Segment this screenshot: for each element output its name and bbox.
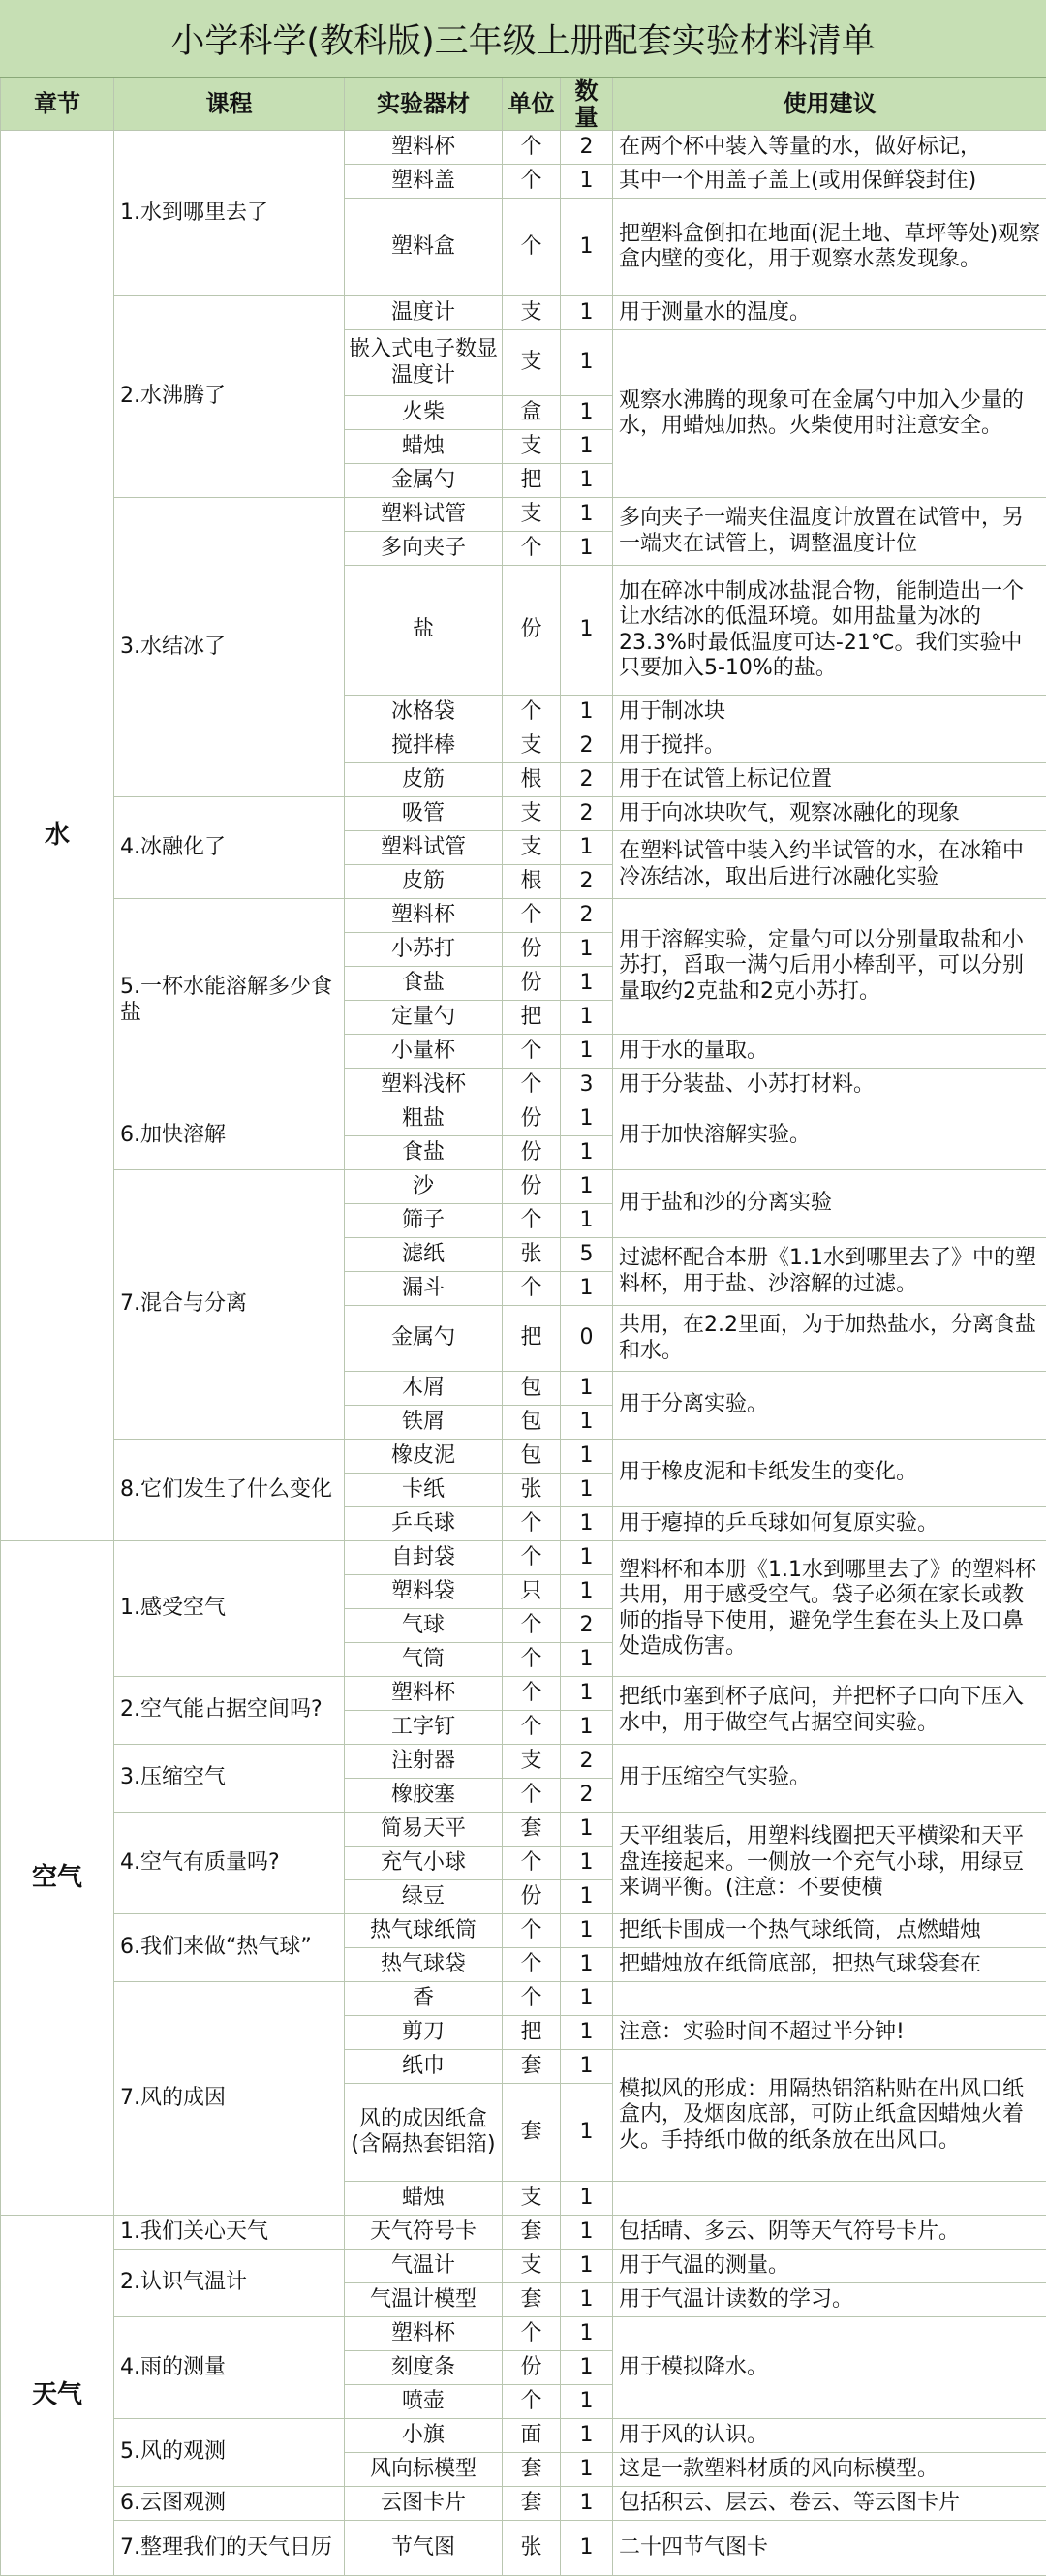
unit-cell: 把: [503, 464, 561, 498]
table-row: [1, 2250, 1046, 2283]
quantity-cell: 1: [561, 2050, 613, 2084]
quantity-cell: 2: [561, 1745, 613, 1779]
unit-cell: 个: [503, 1779, 561, 1813]
suggestion-cell: 天平组装后，用塑料线圈把天平横梁和天平盘连接起来。一侧放一个充气小球，用绿豆来调平衡。(注意：不要使横: [613, 1813, 1046, 1914]
material-cell: 定量勺: [345, 1001, 503, 1035]
header-suggestion: 使用建议: [613, 78, 1046, 131]
material-cell: 橡胶塞: [345, 1779, 503, 1813]
material-cell: 工字钉: [345, 1711, 503, 1745]
table-row: [1, 131, 1046, 165]
unit-cell: 支: [503, 430, 561, 464]
material-cell: 塑料杯: [345, 1677, 503, 1711]
suggestion-cell: 加在碎冰中制成冰盐混合物，能制造出一个让水结冰的低温环境。如用盐量为冰的23.3%时最低温度可达-21℃。我们实验中只要加入5-10%的盐。: [613, 566, 1046, 696]
suggestion-cell: 用于制冰块: [613, 696, 1046, 729]
quantity-cell: 1: [561, 532, 613, 566]
material-cell: 金属勺: [345, 464, 503, 498]
quantity-cell: 1: [561, 396, 613, 430]
unit-cell: 份: [503, 933, 561, 967]
header-course: 课程: [114, 78, 345, 131]
table-row: [1, 1440, 1046, 1474]
material-cell: 热气球袋: [345, 1948, 503, 1982]
material-cell: 粗盐: [345, 1102, 503, 1136]
material-cell: 纸巾: [345, 2050, 503, 2084]
quantity-cell: 1: [561, 464, 613, 498]
unit-cell: 把: [503, 1306, 561, 1372]
suggestion-cell: 把纸巾塞到杯子底问，并把杯子口向下压入水中，用于做空气占据空间实验。: [613, 1677, 1046, 1745]
quantity-cell: 2: [561, 899, 613, 933]
unit-cell: 把: [503, 1001, 561, 1035]
table-body: [1, 131, 1046, 2576]
suggestion-cell: 用于搅拌。: [613, 729, 1046, 763]
quantity-cell: 1: [561, 2419, 613, 2453]
course-cell: 3.压缩空气: [114, 1745, 345, 1813]
material-cell: 气筒: [345, 1643, 503, 1677]
material-cell: 节气图: [345, 2521, 503, 2576]
quantity-cell: 1: [561, 1677, 613, 1711]
course-cell: 6.我们来做“热气球”: [114, 1914, 345, 1982]
material-cell: 绿豆: [345, 1880, 503, 1914]
unit-cell: 个: [503, 1609, 561, 1643]
unit-cell: 个: [503, 2385, 561, 2419]
material-cell: 皮筋: [345, 763, 503, 797]
table-row: [1, 1541, 1046, 1575]
table-row: [1, 1102, 1046, 1136]
table-row: [1, 2419, 1046, 2453]
unit-cell: 套: [503, 2283, 561, 2317]
material-cell: 铁屑: [345, 1406, 503, 1440]
unit-cell: 份: [503, 1170, 561, 1204]
course-cell: 6.云图观测: [114, 2487, 345, 2521]
quantity-cell: 5: [561, 1238, 613, 1272]
material-cell: 乒乓球: [345, 1507, 503, 1541]
table-row: [1, 1914, 1046, 1948]
page-title: 小学科学(教科版)三年级上册配套实验材料清单: [0, 0, 1046, 78]
material-cell: 风的成因纸盒(含隔热套铝箔): [345, 2084, 503, 2182]
suggestion-cell: 用于向冰块吹气，观察冰融化的现象: [613, 797, 1046, 831]
course-cell: 5.一杯水能溶解多少食盐: [114, 899, 345, 1102]
unit-cell: 盒: [503, 396, 561, 430]
unit-cell: 套: [503, 2050, 561, 2084]
material-cell: 塑料试管: [345, 831, 503, 865]
suggestion-cell: [613, 1982, 1046, 2016]
quantity-cell: 1: [561, 2283, 613, 2317]
material-cell: 漏斗: [345, 1272, 503, 1306]
material-cell: 吸管: [345, 797, 503, 831]
quantity-cell: 1: [561, 1102, 613, 1136]
course-cell: 6.加快溶解: [114, 1102, 345, 1170]
suggestion-cell: 包括积云、层云、卷云、等云图卡片: [613, 2487, 1046, 2521]
material-cell: 塑料袋: [345, 1575, 503, 1609]
material-cell: 蜡烛: [345, 430, 503, 464]
unit-cell: 个: [503, 2317, 561, 2351]
unit-cell: 个: [503, 1677, 561, 1711]
quantity-cell: 1: [561, 2453, 613, 2487]
table-row: [1, 1813, 1046, 1847]
quantity-cell: 1: [561, 2216, 613, 2250]
table-row: [1, 1745, 1046, 1779]
unit-cell: 支: [503, 330, 561, 396]
suggestion-cell: 模拟风的形成：用隔热铝箔粘贴在出风口纸盒内，及烟囱底部，可防止纸盒因蜡烛火着火。手持纸巾做的纸条放在出风口。: [613, 2050, 1046, 2182]
table-row: [1, 1982, 1046, 2016]
unit-cell: 个: [503, 1847, 561, 1880]
course-cell: 2.水沸腾了: [114, 296, 345, 498]
unit-cell: 个: [503, 1204, 561, 1238]
unit-cell: 支: [503, 1745, 561, 1779]
quantity-cell: 1: [561, 1847, 613, 1880]
suggestion-cell: 用于加快溶解实验。: [613, 1102, 1046, 1170]
quantity-cell: 1: [561, 1035, 613, 1069]
quantity-cell: 1: [561, 1813, 613, 1847]
material-cell: 食盐: [345, 1136, 503, 1170]
material-cell: 火柴: [345, 396, 503, 430]
unit-cell: 张: [503, 2521, 561, 2576]
unit-cell: 个: [503, 899, 561, 933]
table-row: [1, 797, 1046, 831]
quantity-cell: 1: [561, 1914, 613, 1948]
quantity-cell: 1: [561, 2317, 613, 2351]
unit-cell: 支: [503, 2250, 561, 2283]
unit-cell: 个: [503, 1507, 561, 1541]
chapter-cell: 水: [1, 131, 114, 1541]
material-cell: 自封袋: [345, 1541, 503, 1575]
table-row: [1, 899, 1046, 933]
quantity-cell: 2: [561, 763, 613, 797]
material-cell: 冰格袋: [345, 696, 503, 729]
material-cell: 蜡烛: [345, 2182, 503, 2216]
quantity-cell: 1: [561, 1204, 613, 1238]
quantity-cell: 1: [561, 1507, 613, 1541]
unit-cell: 个: [503, 1035, 561, 1069]
table-row: [1, 498, 1046, 532]
course-cell: 7.风的成因: [114, 1982, 345, 2216]
quantity-cell: 1: [561, 566, 613, 696]
quantity-cell: 2: [561, 729, 613, 763]
unit-cell: 个: [503, 1069, 561, 1102]
suggestion-cell: 这是一款塑料材质的风向标模型。: [613, 2453, 1046, 2487]
unit-cell: 份: [503, 1136, 561, 1170]
suggestion-cell: 观察水沸腾的现象可在金属勺中加入少量的水，用蜡烛加热。火柴使用时注意安全。: [613, 330, 1046, 498]
course-cell: 4.雨的测量: [114, 2317, 345, 2419]
quantity-cell: 1: [561, 1406, 613, 1440]
unit-cell: 个: [503, 131, 561, 165]
unit-cell: 套: [503, 2216, 561, 2250]
material-cell: 塑料盒: [345, 199, 503, 296]
unit-cell: 个: [503, 1982, 561, 2016]
material-cell: 香: [345, 1982, 503, 2016]
quantity-cell: 1: [561, 1474, 613, 1507]
quantity-cell: 1: [561, 2487, 613, 2521]
material-cell: 嵌入式电子数显温度计: [345, 330, 503, 396]
unit-cell: 个: [503, 1711, 561, 1745]
material-cell: 塑料杯: [345, 2317, 503, 2351]
material-cell: 皮筋: [345, 865, 503, 899]
unit-cell: 套: [503, 2084, 561, 2182]
unit-cell: 个: [503, 1541, 561, 1575]
unit-cell: 张: [503, 1238, 561, 1272]
suggestion-cell: 用于分装盐、小苏打材料。: [613, 1069, 1046, 1102]
unit-cell: 个: [503, 1272, 561, 1306]
unit-cell: 个: [503, 199, 561, 296]
quantity-cell: 1: [561, 831, 613, 865]
material-cell: 木屑: [345, 1372, 503, 1406]
material-cell: 气温计模型: [345, 2283, 503, 2317]
table-header-row: [1, 78, 1046, 131]
course-cell: 7.混合与分离: [114, 1170, 345, 1440]
material-cell: 热气球纸筒: [345, 1914, 503, 1948]
quantity-cell: 1: [561, 1575, 613, 1609]
unit-cell: 套: [503, 1813, 561, 1847]
quantity-cell: 1: [561, 967, 613, 1001]
quantity-cell: 1: [561, 2250, 613, 2283]
material-cell: 小苏打: [345, 933, 503, 967]
materials-table: [0, 78, 1046, 2576]
quantity-cell: 1: [561, 1711, 613, 1745]
material-cell: 橡皮泥: [345, 1440, 503, 1474]
quantity-cell: 2: [561, 865, 613, 899]
table-row: [1, 296, 1046, 330]
course-cell: 2.空气能占据空间吗?: [114, 1677, 345, 1745]
suggestion-cell: 注意：实验时间不超过半分钟!: [613, 2016, 1046, 2050]
unit-cell: 份: [503, 566, 561, 696]
unit-cell: 支: [503, 831, 561, 865]
unit-cell: 套: [503, 2453, 561, 2487]
quantity-cell: 1: [561, 2016, 613, 2050]
quantity-cell: 1: [561, 2521, 613, 2576]
header-unit: 单位: [503, 78, 561, 131]
unit-cell: 包: [503, 1372, 561, 1406]
material-cell: 气球: [345, 1609, 503, 1643]
quantity-cell: 1: [561, 1372, 613, 1406]
material-cell: 喷壶: [345, 2385, 503, 2419]
suggestion-cell: 用于水的量取。: [613, 1035, 1046, 1069]
suggestion-cell: 把纸卡围成一个热气球纸筒，点燃蜡烛: [613, 1914, 1046, 1948]
material-cell: 塑料杯: [345, 131, 503, 165]
quantity-cell: 1: [561, 1272, 613, 1306]
unit-cell: 个: [503, 1914, 561, 1948]
quantity-cell: 2: [561, 797, 613, 831]
quantity-cell: 1: [561, 1541, 613, 1575]
chapter-cell: 空气: [1, 1541, 114, 2216]
unit-cell: 个: [503, 1948, 561, 1982]
quantity-cell: 1: [561, 1170, 613, 1204]
quantity-cell: 1: [561, 2084, 613, 2182]
table-row: [1, 2317, 1046, 2351]
quantity-cell: 2: [561, 1779, 613, 1813]
suggestion-cell: 用于测量水的温度。: [613, 296, 1046, 330]
course-cell: 8.它们发生了什么变化: [114, 1440, 345, 1541]
suggestion-cell: 在两个杯中装入等量的水，做好标记，: [613, 131, 1046, 165]
unit-cell: 支: [503, 498, 561, 532]
suggestion-cell: 把蜡烛放在纸筒底部，把热气球袋套在: [613, 1948, 1046, 1982]
suggestion-cell: 把塑料盒倒扣在地面(泥土地、草坪等处)观察盒内壁的变化，用于观察水蒸发现象。: [613, 199, 1046, 296]
material-cell: 筛子: [345, 1204, 503, 1238]
unit-cell: 支: [503, 2182, 561, 2216]
material-cell: 盐: [345, 566, 503, 696]
quantity-cell: 1: [561, 296, 613, 330]
quantity-cell: 1: [561, 430, 613, 464]
quantity-cell: 2: [561, 131, 613, 165]
unit-cell: 支: [503, 797, 561, 831]
unit-cell: 份: [503, 1102, 561, 1136]
unit-cell: 只: [503, 1575, 561, 1609]
unit-cell: 支: [503, 296, 561, 330]
material-cell: 刻度条: [345, 2351, 503, 2385]
material-cell: 塑料杯: [345, 899, 503, 933]
quantity-cell: 0: [561, 1306, 613, 1372]
quantity-cell: 1: [561, 1136, 613, 1170]
suggestion-cell: 共用，在2.2里面，为于加热盐水，分离食盐和水。: [613, 1306, 1046, 1372]
suggestion-cell: 二十四节气图卡: [613, 2521, 1046, 2576]
unit-cell: 包: [503, 1440, 561, 1474]
suggestion-cell: [613, 2182, 1046, 2216]
material-cell: 沙: [345, 1170, 503, 1204]
chapter-cell: 天气: [1, 2216, 114, 2576]
table-row: [1, 2521, 1046, 2576]
course-cell: 2.认识气温计: [114, 2250, 345, 2317]
unit-cell: 份: [503, 967, 561, 1001]
course-cell: 5.风的观测: [114, 2419, 345, 2487]
suggestion-cell: 塑料杯和本册《1.1水到哪里去了》的塑料杯共用，用于感受空气。袋子必须在家长或教师的指导下使用，避免学生套在头上及口鼻处造成伤害。: [613, 1541, 1046, 1677]
quantity-cell: 1: [561, 1440, 613, 1474]
suggestion-cell: 用于溶解实验，定量勺可以分别量取盐和小苏打，舀取一满勺后用小棒刮平，可以分别量取约2克盐和2克小苏打。: [613, 899, 1046, 1035]
unit-cell: 张: [503, 1474, 561, 1507]
quantity-cell: 1: [561, 1001, 613, 1035]
quantity-cell: 1: [561, 2385, 613, 2419]
quantity-cell: 1: [561, 696, 613, 729]
quantity-cell: 1: [561, 498, 613, 532]
suggestion-cell: 多向夹子一端夹住温度计放置在试管中，另一端夹在试管上，调整温度计位: [613, 498, 1046, 566]
material-cell: 多向夹子: [345, 532, 503, 566]
material-cell: 搅拌棒: [345, 729, 503, 763]
unit-cell: 面: [503, 2419, 561, 2453]
header-material: 实验器材: [345, 78, 503, 131]
unit-cell: 个: [503, 165, 561, 199]
course-cell: 1.感受空气: [114, 1541, 345, 1677]
suggestion-cell: 过滤杯配合本册《1.1水到哪里去了》中的塑料杯，用于盐、沙溶解的过滤。: [613, 1238, 1046, 1306]
material-cell: 食盐: [345, 967, 503, 1001]
unit-cell: 包: [503, 1406, 561, 1440]
suggestion-cell: 用于气温的测量。: [613, 2250, 1046, 2283]
quantity-cell: 1: [561, 2182, 613, 2216]
unit-cell: 套: [503, 2487, 561, 2521]
suggestion-cell: 用于橡皮泥和卡纸发生的变化。: [613, 1440, 1046, 1507]
quantity-cell: 3: [561, 1069, 613, 1102]
material-cell: 塑料盖: [345, 165, 503, 199]
material-cell: 注射器: [345, 1745, 503, 1779]
material-cell: 塑料浅杯: [345, 1069, 503, 1102]
course-cell: 7.整理我们的天气日历: [114, 2521, 345, 2576]
suggestion-cell: 用于盐和沙的分离实验: [613, 1170, 1046, 1238]
material-cell: 小量杯: [345, 1035, 503, 1069]
material-cell: 充气小球: [345, 1847, 503, 1880]
quantity-cell: 1: [561, 165, 613, 199]
unit-cell: 个: [503, 532, 561, 566]
unit-cell: 根: [503, 865, 561, 899]
material-cell: 气温计: [345, 2250, 503, 2283]
material-cell: 温度计: [345, 296, 503, 330]
course-cell: 4.冰融化了: [114, 797, 345, 899]
unit-cell: 根: [503, 763, 561, 797]
quantity-cell: 1: [561, 199, 613, 296]
suggestion-cell: 用于压缩空气实验。: [613, 1745, 1046, 1813]
course-cell: 3.水结冰了: [114, 498, 345, 797]
material-cell: 塑料试管: [345, 498, 503, 532]
unit-cell: 份: [503, 2351, 561, 2385]
suggestion-cell: 在塑料试管中装入约半试管的水，在冰箱中冷冻结冰，取出后进行冰融化实验: [613, 831, 1046, 899]
suggestion-cell: 用于分离实验。: [613, 1372, 1046, 1440]
table-row: [1, 1677, 1046, 1711]
course-cell: 4.空气有质量吗?: [114, 1813, 345, 1914]
header-chapter: 章节: [1, 78, 114, 131]
material-cell: 金属勺: [345, 1306, 503, 1372]
material-cell: 小旗: [345, 2419, 503, 2453]
unit-cell: 把: [503, 2016, 561, 2050]
unit-cell: 个: [503, 696, 561, 729]
quantity-cell: 1: [561, 1643, 613, 1677]
suggestion-cell: 用于气温计读数的学习。: [613, 2283, 1046, 2317]
course-cell: 1.水到哪里去了: [114, 131, 345, 296]
table-row: [1, 2216, 1046, 2250]
material-cell: 简易天平: [345, 1813, 503, 1847]
course-cell: 1.我们关心天气: [114, 2216, 345, 2250]
suggestion-cell: 包括晴、多云、阴等天气符号卡片。: [613, 2216, 1046, 2250]
material-cell: 卡纸: [345, 1474, 503, 1507]
material-cell: 天气符号卡: [345, 2216, 503, 2250]
material-cell: 云图卡片: [345, 2487, 503, 2521]
unit-cell: 支: [503, 729, 561, 763]
quantity-cell: 1: [561, 2351, 613, 2385]
quantity-cell: 1: [561, 933, 613, 967]
quantity-cell: 1: [561, 330, 613, 396]
quantity-cell: 2: [561, 1609, 613, 1643]
quantity-cell: 1: [561, 1880, 613, 1914]
suggestion-cell: 用于风的认识。: [613, 2419, 1046, 2453]
suggestion-cell: 用于瘪掉的乒乓球如何复原实验。: [613, 1507, 1046, 1541]
quantity-cell: 1: [561, 1982, 613, 2016]
unit-cell: 份: [503, 1880, 561, 1914]
suggestion-cell: 用于在试管上标记位置: [613, 763, 1046, 797]
suggestion-cell: 其中一个用盖子盖上(或用保鲜袋封住): [613, 165, 1046, 199]
header-quantity: 数量: [561, 78, 613, 131]
table-row: [1, 1170, 1046, 1204]
material-cell: 风向标模型: [345, 2453, 503, 2487]
material-cell: 剪刀: [345, 2016, 503, 2050]
material-cell: 滤纸: [345, 1238, 503, 1272]
suggestion-cell: 用于模拟降水。: [613, 2317, 1046, 2419]
quantity-cell: 1: [561, 1948, 613, 1982]
unit-cell: 个: [503, 1643, 561, 1677]
